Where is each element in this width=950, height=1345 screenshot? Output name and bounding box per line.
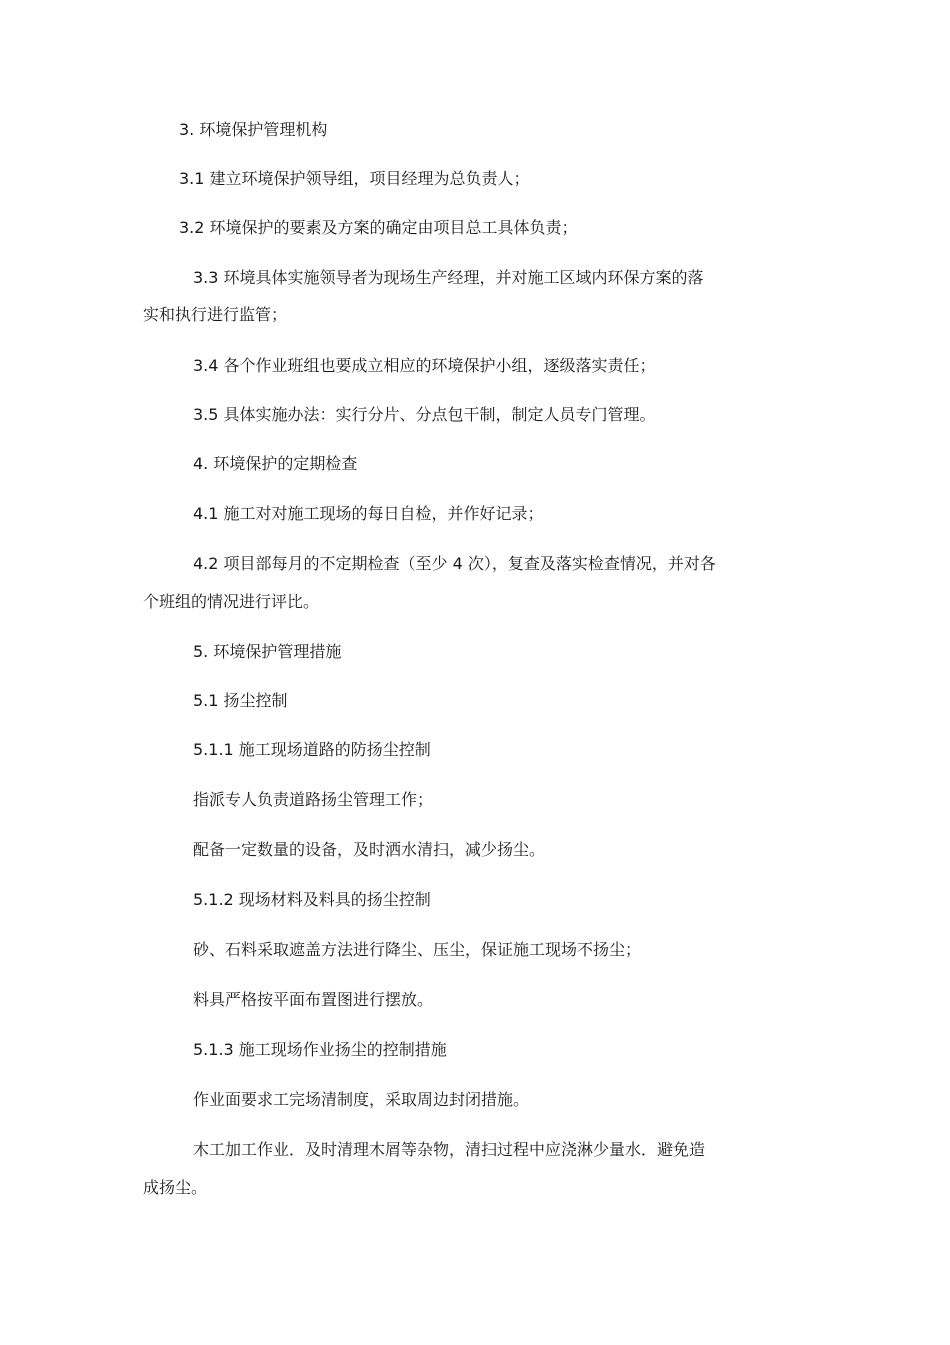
heading-4: 4. 环境保护的定期检查 bbox=[193, 454, 358, 473]
item-3-1: 3.1 建立环境保护领导组，项目经理为总负责人； bbox=[179, 169, 530, 188]
heading-3: 3. 环境保护管理机构 bbox=[179, 120, 328, 139]
item-3-3-cont: 实和执行进行监管； bbox=[143, 305, 288, 324]
item-3-4: 3.4 各个作业班组也要成立相应的环境保护小组，逐级落实责任； bbox=[193, 356, 656, 375]
item-3-5: 3.5 具体实施办法：实行分片、分点包干制，制定人员专门管理。 bbox=[193, 405, 656, 424]
item-5-1-2: 5.1.2 现场材料及料具的扬尘控制 bbox=[193, 890, 431, 909]
item-5-1-3: 5.1.3 施工现场作业扬尘的控制措施 bbox=[193, 1040, 447, 1059]
text-5-1-3-a: 作业面要求工完场清制度，采取周边封闭措施。 bbox=[193, 1090, 530, 1109]
item-5-1: 5.1 扬尘控制 bbox=[193, 691, 288, 710]
item-3-3: 3.3 环境具体实施领导者为现场生产经理，并对施工区域内环保方案的落 bbox=[193, 268, 704, 287]
item-4-2: 4.2 项目部每月的不定期检查（至少 4 次），复查及落实检查情况，并对各 bbox=[193, 554, 716, 573]
text-5-1-3-b: 木工加工作业．及时清理木屑等杂物，清扫过程中应浇淋少量水．避免造 bbox=[193, 1140, 706, 1159]
heading-5: 5. 环境保护管理措施 bbox=[193, 642, 342, 661]
item-4-1: 4.1 施工对对施工现场的每日自检，并作好记录； bbox=[193, 504, 544, 523]
text-5-1-2-b: 料具严格按平面布置图进行摆放。 bbox=[193, 990, 434, 1009]
text-5-1-3-b-cont: 成扬尘。 bbox=[143, 1178, 208, 1197]
item-3-2: 3.2 环境保护的要素及方案的确定由项目总工具体负责； bbox=[179, 218, 578, 237]
item-4-2-cont: 个班组的情况进行评比。 bbox=[143, 592, 320, 611]
text-5-1-1-b: 配备一定数量的设备，及时洒水清扫，减少扬尘。 bbox=[193, 840, 546, 859]
item-5-1-1: 5.1.1 施工现场道路的防扬尘控制 bbox=[193, 740, 431, 759]
text-5-1-2-a: 砂、石料采取遮盖方法进行降尘、压尘，保证施工现场不扬尘； bbox=[193, 940, 642, 959]
text-5-1-1-a: 指派专人负责道路扬尘管理工作； bbox=[193, 790, 434, 809]
